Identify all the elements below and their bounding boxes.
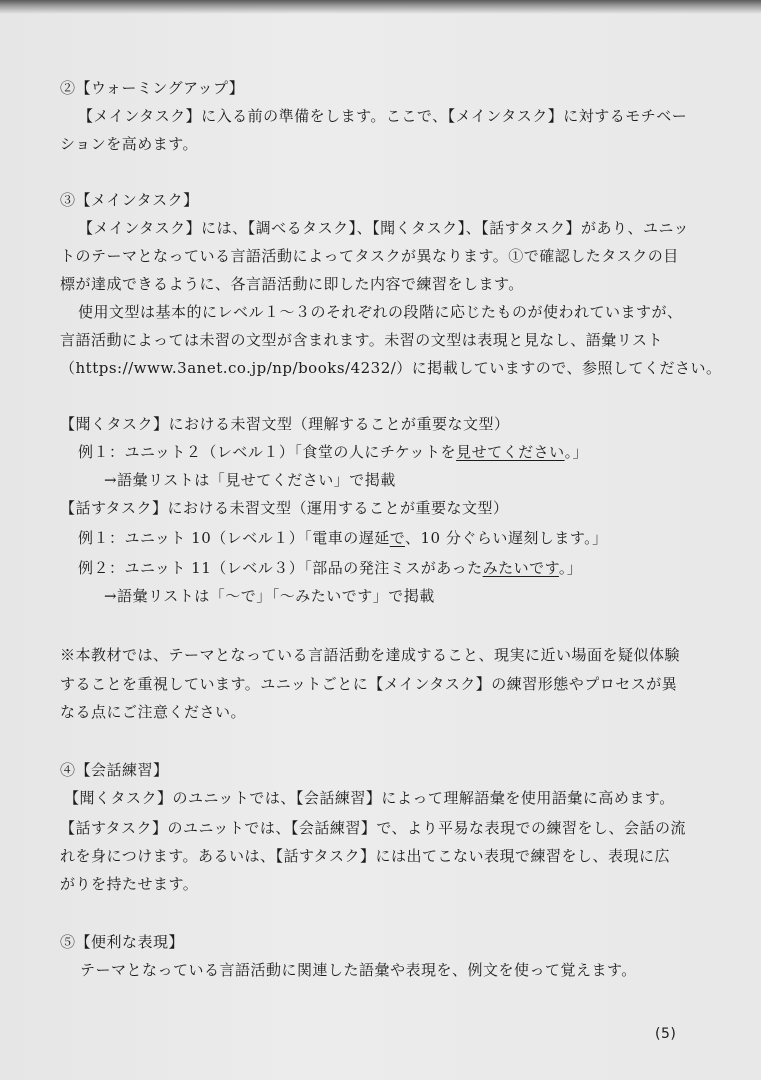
example-text: 。」 xyxy=(558,559,583,577)
section-2-line: 【メインタスク】に入る前の準備をします。ここで、【メインタスク】に対するモチベー xyxy=(78,107,688,125)
underlined-pattern: みたいです xyxy=(482,559,559,577)
section-2-line: ションを高めます。 xyxy=(60,135,199,153)
example-text: 例２：ユニット 11（レベル３）「部品の発注ミスがあった xyxy=(78,559,483,577)
example-text: 例１：ユニット２（レベル１）「食堂の人にチケットを xyxy=(78,443,457,461)
note-line: ※本教材では、テーマとなっている言語活動を達成すること、現実に近い場面を疑似体験 xyxy=(60,646,681,664)
kiku-task-title: 【聞くタスク】における未習文型（理解することが重要な文型） xyxy=(60,415,510,433)
section-3-line: 使用文型は基本的にレベル１～３のそれぞれの段階に応じたものが使われていますが、 xyxy=(78,303,683,321)
section-2-heading: ②【ウォーミングアップ】 xyxy=(60,79,245,97)
section-5-line: テーマとなっている言語活動に関連した語彙や表現を、例文を使って覚えます。 xyxy=(80,961,637,979)
hanasu-example-1 xyxy=(78,528,608,548)
hanasu-example-2 xyxy=(78,558,582,578)
section-3-line: 言語活動によっては未習の文型が含まれます。未習の文型は表現と見なし、語彙リスト xyxy=(60,331,664,349)
example-text: 例１：ユニット 10（レベル１）「電車の遅延 xyxy=(78,529,390,547)
section-4-line: れを身につけます。あるいは、【話すタスク】には出てこない表現で練習をし、表現に広 xyxy=(60,847,670,865)
section-3-line: 標が達成できるように、各言語活動に即した内容で練習をします。 xyxy=(60,275,524,293)
top-edge-shadow xyxy=(0,0,761,14)
section-3-line: トのテーマとなっている言語活動によってタスクが異なります。①で確認したタスクの目 xyxy=(60,247,679,265)
hanasu-task-title: 【話すタスク】における未習文型（運用することが重要な文型） xyxy=(60,499,509,517)
section-4-line: 【聞くタスク】のユニットでは、【会話練習】によって理解語彙を使用語彙に高めます。 xyxy=(64,789,675,807)
section-3-line: 【メインタスク】には、【調べるタスク】、【聞くタスク】、【話すタスク】があり、ユニッ xyxy=(78,219,689,237)
underlined-pattern: 見せてください xyxy=(456,443,565,461)
note-line: することを重視しています。ユニットごとに【メインタスク】の練習形態やプロセスが異 xyxy=(60,675,678,693)
section-5-heading: ⑤【便利な表現】 xyxy=(60,933,185,951)
note-line: なる点にご注意ください。 xyxy=(60,703,247,721)
hanasu-vocab-note: →語彙リストは「～で」「～みたいです」で掲載 xyxy=(104,587,435,605)
section-3-line: （https://www.3anet.co.jp/np/books/4232/）に掲載していますので、参照してください。 xyxy=(60,359,722,377)
section-3-heading: ③【メインタスク】 xyxy=(60,191,199,209)
section-4-line: 【話すタスク】のユニットでは、【会話練習】で、より平易な表現での練習をし、会話の流 xyxy=(60,819,687,837)
example-text: 、10 分ぐらい遅刻します。」 xyxy=(404,529,608,547)
example-text: 。」 xyxy=(564,443,589,461)
kiku-example-1 xyxy=(78,442,588,462)
page-number: (5) xyxy=(655,1026,677,1042)
underlined-pattern: で xyxy=(389,529,405,547)
section-4-heading: ④【会話練習】 xyxy=(60,761,169,779)
kiku-vocab-note: →語彙リストは「見せてください」で掲載 xyxy=(104,471,396,489)
section-4-line: がりを持たせます。 xyxy=(60,875,199,893)
